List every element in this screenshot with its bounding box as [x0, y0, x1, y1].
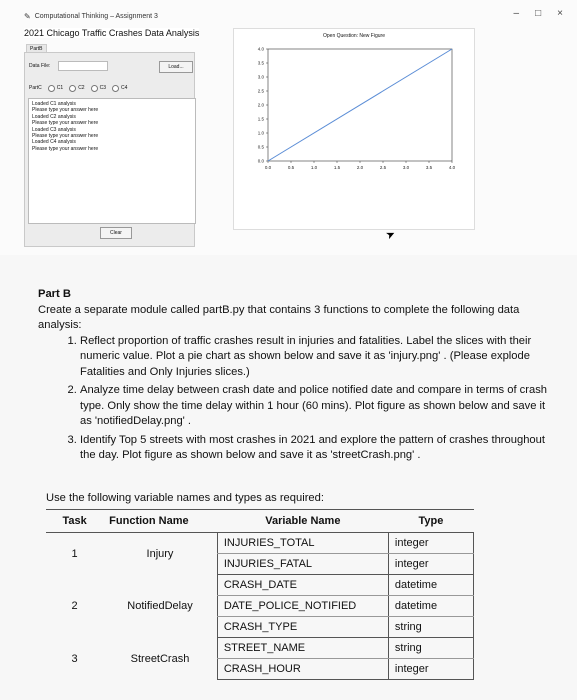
task-number: 1	[71, 547, 78, 560]
x-tick-label: 4.0	[448, 165, 456, 170]
table-row	[46, 638, 474, 659]
y-tick-label: 2.5	[257, 88, 264, 94]
function-name: NotifiedDelay	[127, 600, 193, 612]
x-tick-label: 3.5	[425, 165, 433, 170]
radio-circle-icon	[112, 85, 119, 92]
pencil-icon: ✎	[24, 12, 31, 21]
variable-type: string	[388, 638, 473, 659]
document-title	[24, 12, 158, 21]
radio-c3-label: C3	[99, 85, 106, 91]
variable-type: integer	[388, 533, 473, 554]
maximize-icon[interactable]: □	[535, 8, 542, 19]
output-textarea[interactable]	[28, 98, 196, 224]
output-line: Please type your answer here	[32, 120, 99, 127]
header-type: Type	[388, 510, 473, 533]
x-tick-label: 2.0	[356, 165, 364, 170]
datafile-input[interactable]	[58, 61, 108, 71]
radio-c2-label: C2	[78, 85, 85, 91]
table-header-row	[46, 510, 474, 533]
function-name: Injury	[146, 547, 174, 560]
document-title-text: Computational Thinking – Assignment 3	[34, 13, 158, 20]
radio-c4-label: C4	[121, 85, 128, 91]
table-row	[46, 533, 474, 554]
variable-type: datetime	[388, 596, 473, 617]
y-tick-label: 3.0	[257, 74, 264, 80]
mouse-cursor-icon: ➤	[384, 227, 398, 243]
variable-name: INJURIES_TOTAL	[217, 533, 388, 554]
control-panel	[24, 52, 195, 247]
part-b-section	[38, 287, 558, 467]
variables-intro: Use the following variable names and types as required:	[46, 492, 324, 504]
output-line: Loaded C2 analysis	[32, 113, 76, 120]
x-tick-label: 3.0	[402, 165, 410, 170]
output-line: Please type your answer here	[32, 107, 99, 114]
radio-c1[interactable]	[48, 85, 63, 92]
load-button[interactable]: Load...	[159, 61, 193, 73]
y-tick-label: 2.0	[257, 102, 264, 108]
variable-name: CRASH_TYPE	[217, 617, 388, 638]
variable-name: INJURIES_FATAL	[217, 554, 388, 575]
radio-group-label: PartC	[29, 85, 42, 91]
variable-name: CRASH_HOUR	[217, 659, 388, 680]
function-name: StreetCrash	[130, 652, 190, 665]
x-tick-label: 1.5	[333, 165, 341, 170]
part-b-heading: Part B	[38, 288, 71, 300]
header-variable: Variable Name	[217, 510, 388, 533]
tab-partb[interactable]: PartB	[26, 44, 47, 54]
datafile-label: Data File:	[29, 63, 51, 69]
variable-name: DATE_POLICE_NOTIFIED	[217, 596, 388, 617]
output-line: Please type your answer here	[32, 145, 99, 152]
output-line: Loaded C1 analysis	[32, 101, 76, 107]
x-tick-label: 0.0	[264, 165, 272, 170]
radio-c4[interactable]	[112, 85, 127, 92]
y-tick-label: 3.5	[257, 60, 264, 66]
y-tick-label: 1.5	[257, 116, 264, 122]
part-b-intro: Create a separate module called partB.py that contains 3 functions to complete the following data analysis:	[38, 303, 520, 331]
task-number: 2	[71, 600, 78, 612]
y-tick-label: 4.0	[257, 46, 264, 52]
radio-c2[interactable]	[69, 85, 84, 92]
task-item-1: 1. Reflect proportion of traffic crashes result in injuries and fatalities. Label the slices with their numeric value. Plot a pie chart as shown below and save it as 'injury.png' . (Please explode Fatalities and Only Injuries slices.)	[80, 334, 558, 381]
x-tick-label: 1.0	[310, 165, 318, 170]
radio-circle-icon	[69, 85, 76, 92]
variable-name: STREET_NAME	[217, 638, 388, 659]
close-icon[interactable]: ×	[557, 8, 563, 19]
radio-circle-icon	[91, 85, 98, 92]
header-function: Function Name	[103, 510, 217, 533]
task-item-3: 3. Identify Top 5 streets with most crashes in 2021 and explore the pattern of crashes throughout the day. Plot figure as shown below and save it as 'streetCrash.png' .	[80, 433, 558, 464]
task-list	[38, 334, 558, 464]
figure-canvas	[233, 28, 475, 230]
radio-circle-icon	[48, 85, 55, 92]
output-line: Loaded C4 analysis	[32, 139, 76, 146]
task-number: 3	[71, 652, 78, 665]
x-tick-label: 2.5	[379, 165, 387, 170]
output-line: Loaded C3 analysis	[32, 126, 76, 133]
table-row	[46, 575, 474, 596]
chart-title: Open Question: New Figure	[323, 33, 385, 39]
y-tick-label: 0.5	[257, 144, 264, 150]
radio-c3[interactable]	[91, 85, 106, 92]
variable-name: CRASH_DATE	[217, 575, 388, 596]
x-tick-label: 0.5	[287, 165, 295, 170]
app-window-title: 2021 Chicago Traffic Crashes Data Analysis	[24, 28, 200, 38]
clear-button[interactable]: Clear	[100, 227, 132, 239]
variable-type: integer	[388, 554, 473, 575]
series-line-1	[268, 49, 452, 161]
minimize-icon[interactable]: –	[513, 8, 520, 19]
variable-type: integer	[388, 659, 473, 680]
window-controls	[514, 8, 563, 19]
radio-c1-label: C1	[56, 85, 64, 91]
variable-type: string	[388, 617, 473, 638]
output-line: Please type your answer here	[32, 133, 99, 140]
y-tick-label: 1.0	[257, 130, 264, 136]
y-tick-label: 0.0	[257, 158, 264, 164]
header-task: Task	[46, 510, 103, 533]
line-chart	[234, 29, 474, 229]
variables-table	[46, 509, 474, 680]
variable-type: datetime	[388, 575, 473, 596]
part-radio-group	[29, 83, 189, 93]
task-item-2: 2. Analyze time delay between crash date and police notified date and compare in terms of crash type. Only show the time delay within 1 hour (60 mins). Plot figure as shown below and save it as 'notifiedDelay.png' .	[80, 383, 558, 430]
